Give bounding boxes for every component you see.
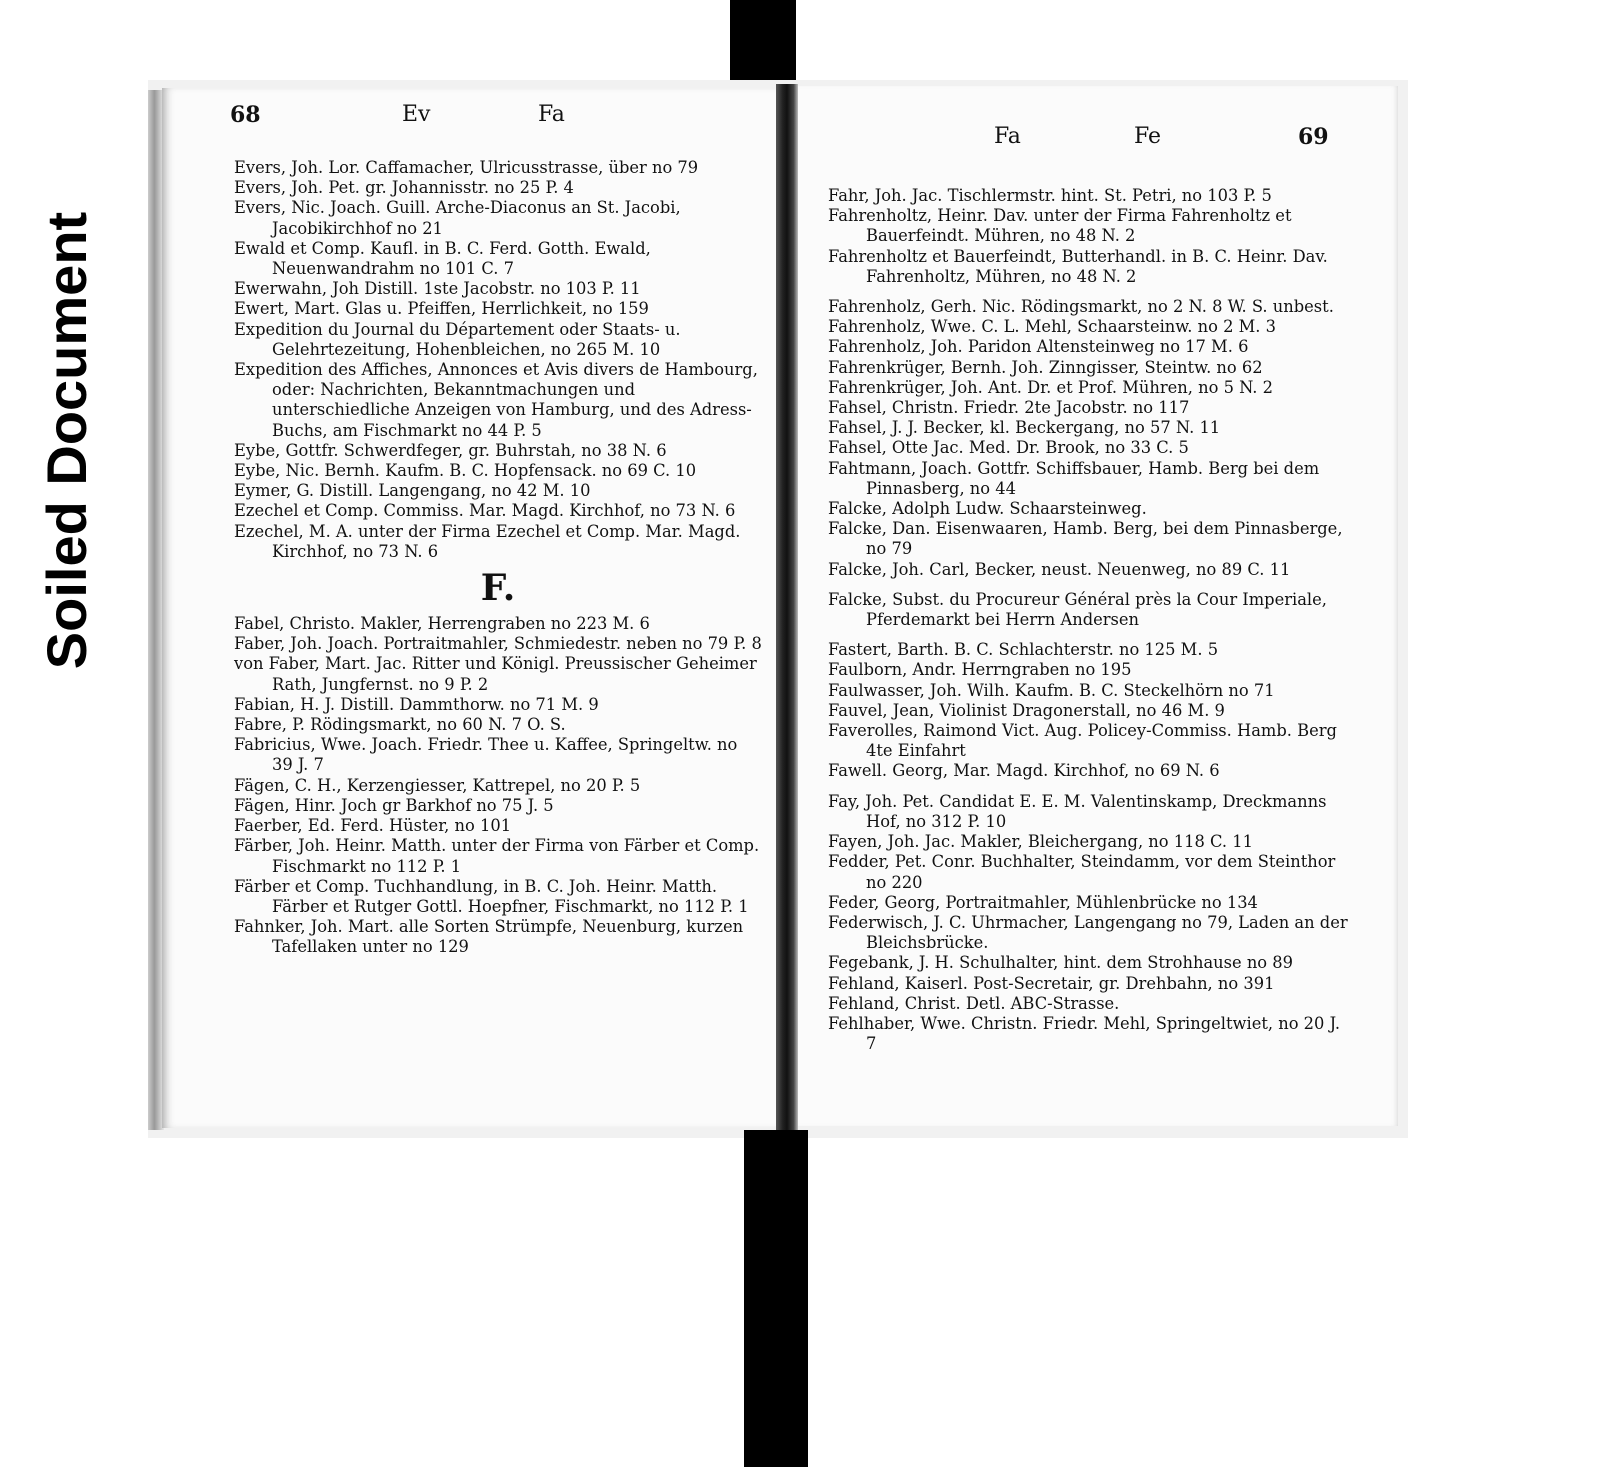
right-head-left: Fa — [994, 124, 1021, 149]
entry: Fayen, Joh. Jac. Makler, Bleichergang, no 118 C. 11 — [828, 832, 1253, 852]
tape-top — [730, 0, 796, 80]
entry: Fabre, P. Rödingsmarkt, no 60 N. 7 O. S. — [234, 715, 566, 735]
left-head-right: Fa — [538, 102, 565, 127]
gutter — [776, 84, 798, 1136]
entry: Evers, Joh. Pet. gr. Johannisstr. no 25 P. 4 — [234, 178, 574, 198]
entry: Expedition des Affiches, Annonces et Avis divers de Hambourg, oder: Nachrichten, Bekanntmachungen und unterschiedliche Anzeigen von Hamburg, und des Adress-Buchs, am Fischmarkt no 44 P. 5 — [234, 360, 758, 440]
entry: Faulborn, Andr. Herrngraben no 195 — [828, 660, 1132, 680]
entry: Fahrenkrüger, Bernh. Joh. Zinngisser, Steintw. no 62 — [828, 357, 1263, 377]
entry: Fehland, Christ. Detl. ABC-Strasse. — [828, 993, 1120, 1013]
entry: Eybe, Gottfr. Schwerdfeger, gr. Buhrstah, no 38 N. 6 — [234, 440, 667, 460]
entry: Fägen, C. H., Kerzengiesser, Kattrepel, no 20 P. 5 — [234, 775, 641, 795]
entry: Fahrenholtz, Heinr. Dav. unter der Firma Fahrenholtz et Bauerfeindt. Mühren, no 48 N. 2 — [828, 206, 1292, 246]
right-page — [798, 86, 1398, 1126]
section-letter: F. — [480, 567, 516, 610]
entry: Falcke, Joh. Carl, Becker, neust. Neuenweg, no 89 C. 11 — [828, 559, 1291, 579]
entry: Ezechel et Comp. Commiss. Mar. Magd. Kirchhof, no 73 N. 6 — [234, 501, 736, 521]
entry: Färber, Joh. Heinr. Matth. unter der Firma von Färber et Comp. Fischmarkt no 112 P. 1 — [234, 836, 760, 876]
entry: Fastert, Barth. B. C. Schlachterstr. no 125 M. 5 — [828, 640, 1219, 660]
entry: Fehland, Kaiserl. Post-Secretair, gr. Drehbahn, no 391 — [828, 973, 1275, 993]
entry: Eybe, Nic. Bernh. Kaufm. B. C. Hopfensack. no 69 C. 10 — [234, 461, 697, 481]
left-page-number: 68 — [230, 102, 261, 128]
entry: Expedition du Journal du Département oder Staats- u. Gelehrtezeitung, Hohenbleichen, no 265 M. 10 — [234, 319, 681, 359]
entry: Ewald et Comp. Kaufl. in B. C. Ferd. Gotth. Ewald, Neuenwandrahm no 101 C. 7 — [234, 238, 651, 279]
left-entries — [234, 158, 762, 958]
entry: von Faber, Mart. Jac. Ritter und Königl. Preussischer Geheimer Rath, Jungfernst. no 9 P. 2 — [234, 654, 757, 694]
entry: Faulwasser, Joh. Wilh. Kaufm. B. C. Steckelhörn no 71 — [828, 680, 1275, 700]
entry: Eymer, G. Distill. Langengang, no 42 M. 10 — [234, 481, 591, 501]
entry: Fahtmann, Joach. Gottfr. Schiffsbauer, Hamb. Berg bei dem Pinnasberg, no 44 — [828, 458, 1320, 498]
entry: Fahsel, Christn. Friedr. 2te Jacobstr. no 117 — [828, 398, 1190, 418]
right-head-right: Fe — [1134, 124, 1162, 149]
entry: Fahrenholtz et Bauerfeindt, Butterhandl. in B. C. Heinr. Dav. Fahrenholtz, Mühren, no 48 N. 2 — [828, 246, 1328, 286]
right-entries — [828, 186, 1348, 1054]
entry: Fahrenholz, Joh. Paridon Altensteinweg no 17 M. 6 — [828, 337, 1249, 357]
entry: Fahr, Joh. Jac. Tischlermstr. hint. St. Petri, no 103 P. 5 — [828, 186, 1272, 205]
entry: Fauvel, Jean, Violinist Dragonerstall, no 46 M. 9 — [828, 700, 1225, 720]
entry: Fahrenholz, Wwe. C. L. Mehl, Schaarsteinw. no 2 M. 3 — [828, 317, 1277, 337]
entry: Fägen, Hinr. Joch gr Barkhof no 75 J. 5 — [234, 795, 554, 815]
entry: Fawell. Georg, Mar. Magd. Kirchhof, no 69 N. 6 — [828, 761, 1220, 781]
entry: Fahsel, Otte Jac. Med. Dr. Brook, no 33 C. 5 — [828, 438, 1189, 458]
entry: Fabian, H. J. Distill. Dammthorw. no 71 M. 9 — [234, 694, 599, 714]
entry: Evers, Joh. Lor. Caffamacher, Ulricusstrasse, über no 79 — [234, 158, 699, 177]
left-page — [162, 88, 782, 1128]
entry: Fegebank, J. H. Schulhalter, hint. dem Strohhause no 89 — [828, 953, 1293, 973]
entry: Fehlhaber, Wwe. Christn. Friedr. Mehl, Springeltwiet, no 20 J. 7 — [828, 1013, 1341, 1054]
entry: Fahnker, Joh. Mart. alle Sorten Strümpfe, Neuenburg, kurzen Tafellaken unter no 129 — [234, 917, 744, 957]
book-spread — [148, 80, 1408, 1138]
entry: Fay, Joh. Pet. Candidat E. E. M. Valentinskamp, Dreckmanns Hof, no 312 P. 10 — [828, 791, 1327, 831]
left-head-left: Ev — [402, 102, 431, 127]
entry: Feder, Georg, Portraitmahler, Mühlenbrücke no 134 — [828, 892, 1258, 912]
entry: Faverolles, Raimond Vict. Aug. Policey-Commiss. Hamb. Berg 4te Einfahrt — [828, 721, 1337, 761]
entry: Fabel, Christo. Makler, Herrengraben no 223 M. 6 — [234, 614, 650, 634]
stamp — [32, 190, 102, 690]
entry: Fedder, Pet. Conr. Buchhalter, Steindamm, vor dem Steinthor no 220 — [828, 852, 1336, 892]
entry: Ezechel, M. A. unter der Firma Ezechel et Comp. Mar. Magd. Kirchhof, no 73 N. 6 — [234, 521, 741, 561]
entry: Fahrenkrüger, Joh. Ant. Dr. et Prof. Mühren, no 5 N. 2 — [828, 377, 1274, 397]
entry: Fabricius, Wwe. Joach. Friedr. Thee u. Kaffee, Springeltw. no 39 J. 7 — [234, 735, 738, 775]
stamp-label: Soiled Document — [35, 211, 99, 669]
tape-bottom — [744, 1130, 808, 1467]
entry: Faerber, Ed. Ferd. Hüster, no 101 — [234, 816, 512, 836]
entry: Federwisch, J. C. Uhrmacher, Langengang no 79, Laden an der Bleichsbrücke. — [828, 912, 1348, 953]
entry: Färber et Comp. Tuchhandlung, in B. C. Joh. Heinr. Matth. Färber et Rutger Gottl. Hoepfner, Fischmarkt, no 112 P. 1 — [234, 876, 749, 916]
entry: Faber, Joh. Joach. Portraitmahler, Schmiedestr. neben no 79 P. 8 — [234, 634, 762, 654]
entry: Falcke, Adolph Ludw. Schaarsteinweg. — [828, 499, 1147, 519]
entry: Ewert, Mart. Glas u. Pfeiffen, Herrlichkeit, no 159 — [234, 299, 649, 319]
right-page-number: 69 — [1298, 124, 1329, 150]
entry: Falcke, Subst. du Procureur Général près la Cour Imperiale, Pferdemarkt bei Herrn Andersen — [828, 589, 1327, 630]
entry: Evers, Nic. Joach. Guill. Arche-Diaconus an St. Jacobi, Jacobikirchhof no 21 — [234, 198, 681, 238]
entry: Ewerwahn, Joh Distill. 1ste Jacobstr. no 103 P. 11 — [234, 279, 641, 299]
entry: Falcke, Dan. Eisenwaaren, Hamb. Berg, bei dem Pinnasberge, no 79 — [828, 519, 1343, 559]
entry: Fahsel, J. J. Becker, kl. Beckergang, no 57 N. 11 — [828, 418, 1221, 438]
entry: Fahrenholz, Gerh. Nic. Rödingsmarkt, no 2 N. 8 W. S. unbest. — [828, 297, 1334, 317]
